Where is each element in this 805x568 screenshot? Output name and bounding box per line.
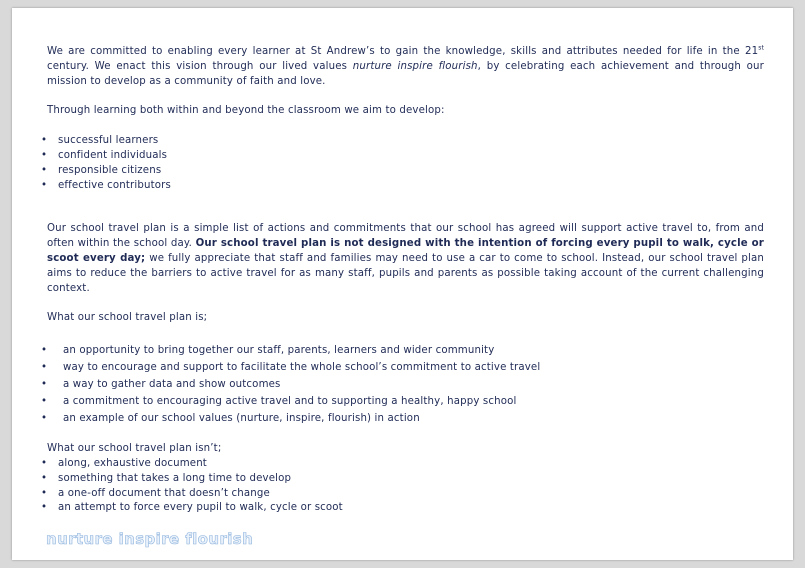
list-item: [41, 359, 764, 376]
list-item: [41, 134, 764, 149]
plan-isnt-list: [41, 457, 764, 516]
list-item: [41, 501, 764, 516]
list-item-text: successful learners: [58, 135, 159, 147]
list-item-text: a way to gather data and show outcomes: [63, 379, 281, 391]
list-item-text: responsible citizens: [58, 164, 162, 176]
aims-list: [41, 134, 764, 193]
list-item-text: a one-off document that doesn’t change: [58, 487, 270, 499]
aims-intro: Through learning both within and beyond the classroom we aim to develop:: [47, 105, 445, 117]
intro-text-b: century. We enact this vision through our lived values: [47, 60, 353, 72]
bullet-icon: •: [41, 413, 48, 425]
bullet-icon: •: [41, 179, 48, 191]
travel-plan-paragraph: [47, 222, 764, 296]
intro-text-a: We are committed to enabling every learner at St Andrew’s to gain the knowledge, skills and attributes needed for life in the 21: [47, 46, 759, 57]
bullet-icon: •: [41, 457, 48, 469]
bullet-icon: •: [41, 135, 48, 147]
list-item: [41, 376, 764, 393]
document-content: [41, 44, 765, 516]
list-item: [41, 179, 764, 194]
list-item: [41, 457, 764, 472]
bullet-icon: •: [41, 379, 48, 391]
travel-plan-text-a: Our school travel plan is a simple list of actions and commitments that our school has agreed will support active travel to, from and often within the school day.: [47, 223, 764, 250]
bullet-icon: •: [41, 362, 48, 374]
list-item: [41, 149, 764, 164]
list-item-text: effective contributors: [58, 179, 171, 191]
list-item: [41, 487, 764, 502]
list-item-text: an opportunity to bring together our staff, parents, learners and wider community: [63, 345, 495, 357]
intro-text-c: , by celebrating each achievement and through our mission to develop as a community of faith and love.: [47, 60, 764, 87]
list-item-text: an example of our school values (nurture, inspire, flourish) in action: [63, 413, 420, 425]
list-item: [41, 472, 764, 487]
bullet-icon: •: [41, 396, 48, 408]
plan-isnt-heading: What our school travel plan isn’t;: [47, 443, 222, 455]
bullet-icon: •: [41, 164, 48, 176]
intro-paragraph: [47, 45, 764, 89]
list-item-text: an attempt to force every pupil to walk, cycle or scoot: [58, 502, 343, 514]
bullet-icon: •: [41, 345, 48, 357]
school-values-logo: nurture inspire flourish: [46, 530, 254, 548]
intro-superscript: st: [758, 44, 764, 52]
list-item: [41, 342, 764, 359]
list-item: [41, 410, 764, 427]
document-page: [12, 8, 793, 560]
bullet-icon: •: [41, 502, 48, 514]
list-item-text: confident individuals: [58, 149, 168, 161]
list-item-text: something that takes a long time to develop: [58, 472, 292, 484]
plan-is-list: [41, 342, 764, 427]
travel-plan-bold: Our school travel plan is not designed with the intention of forcing every pupil to walk, cycle or scoot every day;: [47, 238, 764, 264]
bullet-icon: •: [41, 472, 48, 484]
bullet-icon: •: [41, 487, 48, 499]
list-item: [41, 164, 764, 179]
bullet-icon: •: [41, 149, 48, 161]
intro-values: nurture inspire flourish: [352, 60, 478, 72]
list-item-text: way to encourage and support to facilitate the whole school’s commitment to active travel: [63, 362, 541, 374]
list-item: [41, 393, 764, 410]
list-item-text: along, exhaustive document: [58, 457, 207, 469]
plan-is-heading: What our school travel plan is;: [47, 312, 208, 324]
list-item-text: a commitment to encouraging active travel and to supporting a healthy, happy school: [63, 396, 517, 408]
travel-plan-text-c: we fully appreciate that staff and families may need to use a car to come to school. Instead, our school travel plan aims to reduce the barriers to active travel for as many staff, pupils and parents as possible taking account of the current challenging context.: [47, 252, 765, 294]
